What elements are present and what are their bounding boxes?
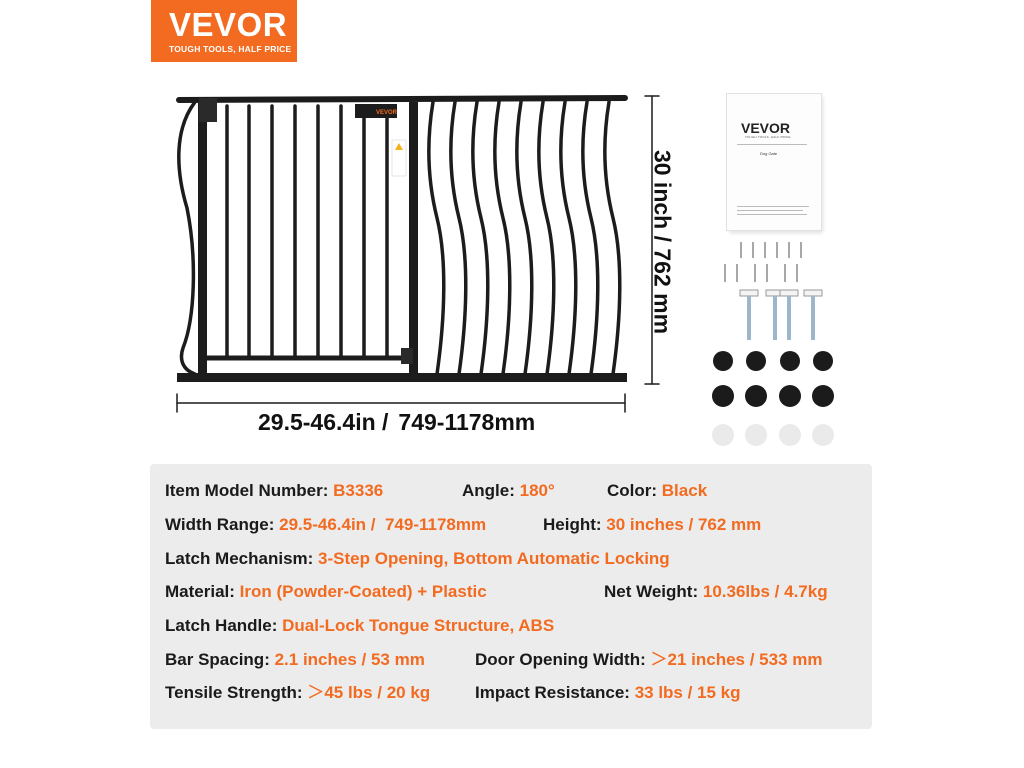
hardware-accessories — [700, 236, 850, 451]
manual-title: Dog Gate — [760, 151, 778, 156]
instruction-manual — [727, 94, 821, 230]
spec-tensile: Tensile Strength: ＞45 lbs / 20 kg — [165, 683, 431, 702]
spec-model: Item Model Number: B3336 — [165, 481, 384, 500]
manual-text-line — [737, 210, 803, 211]
height-dimension-label: 30 inch / 762 mm — [649, 149, 676, 335]
spec-door-opening: Door Opening Width: ＞21 inches / 533 mm — [475, 650, 823, 669]
spec-material: Material: Iron (Powder-Coated) + Plastic — [165, 582, 487, 601]
manual-text-line — [737, 144, 807, 145]
manual-text-line — [737, 206, 809, 207]
spec-bar-spacing: Bar Spacing: 2.1 inches / 53 mm — [165, 650, 425, 669]
width-dimension-label — [258, 409, 535, 436]
gate-badge: VEVOR — [376, 110, 398, 116]
specifications-panel — [150, 464, 872, 729]
spec-width-range: Width Range: 29.5-46.4in / 749-1178mm — [165, 515, 487, 534]
spec-angle: Angle: 180° — [462, 481, 555, 500]
manual-tagline: TOUGH TOOLS, HALF PRICE — [745, 135, 791, 139]
logo-tagline: TOUGH TOOLS, HALF PRICE — [169, 44, 292, 54]
gate-illustration — [165, 88, 675, 423]
vevor-logo — [151, 0, 297, 62]
spec-latch-handle: Latch Handle: Dual-Lock Tongue Structure, ABS — [165, 616, 555, 635]
spec-impact: Impact Resistance: 33 lbs / 15 kg — [475, 683, 741, 702]
manual-text-line — [737, 214, 807, 215]
spec-net-weight: Net Weight: 10.36lbs / 4.7kg — [604, 582, 828, 601]
manual-brand: VEVOR — [741, 120, 791, 136]
width-label-mm: 749-1178mm — [398, 409, 536, 435]
logo-brand: VEVOR — [169, 6, 288, 43]
spec-height: Height: 30 inches / 762 mm — [543, 515, 762, 534]
width-label-in: 29.5-46.4in / — [258, 409, 389, 435]
spec-color: Color: Black — [607, 481, 708, 500]
spec-latch-mechanism: Latch Mechanism: 3-Step Opening, Bottom Automatic Locking — [165, 549, 670, 568]
